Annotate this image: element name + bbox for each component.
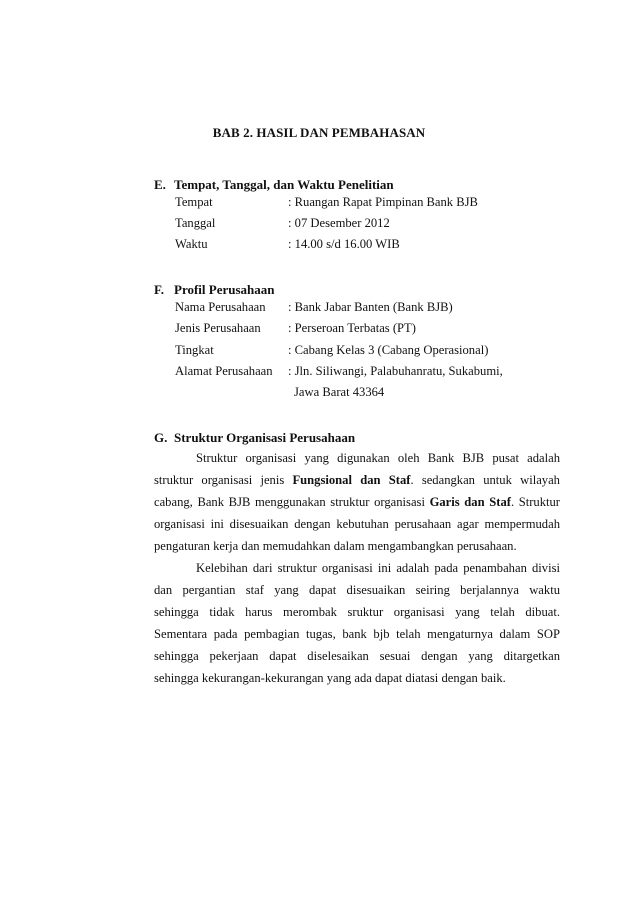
paragraph-line (154, 495, 560, 511)
info-key: Tempat (175, 195, 213, 209)
section-e-heading (154, 177, 394, 193)
info-value: : Bank Jabar Banten (Bank BJB) (288, 300, 453, 314)
paragraph-line: sehingga kekurangan-kekurangan yang ada dapat diatasi dengan baik. (154, 671, 506, 685)
info-key: Alamat Perusahaan (175, 364, 273, 378)
paragraph-line: Struktur organisasi yang digunakan oleh Bank BJB pusat adalah (196, 451, 560, 465)
paragraph-line: sehingga tidak harus merombak sruktur organisasi yang telah dibuat. (154, 605, 560, 619)
paragraph-line: Kelebihan dari struktur organisasi ini adalah pada penambahan divisi (196, 561, 560, 575)
info-key: Nama Perusahaan (175, 300, 266, 314)
section-f-letter: F. (154, 282, 164, 297)
info-key: Jenis Perusahaan (175, 321, 261, 335)
paragraph-line: sehingga pekerjaan dapat diselesaikan sesuai dengan yang ditargetkan (154, 649, 560, 663)
paragraph-line: dan pergantian staf yang dapat disesuaikan seiring berjalannya waktu (154, 583, 560, 597)
paragraph-line (154, 473, 560, 489)
section-f-title: Profil Perusahaan (174, 282, 275, 297)
paragraph-line: pengaturan kerja dan memudahkan dalam mengambangkan perusahaan. (154, 539, 517, 553)
text-run: struktur organisasi jenis (154, 473, 293, 487)
info-value: : Ruangan Rapat Pimpinan Bank BJB (288, 195, 478, 209)
text-run: . sedangkan untuk wilayah (410, 473, 560, 487)
info-key: Tanggal (175, 216, 216, 230)
info-value-continued: Jawa Barat 43364 (294, 385, 385, 399)
section-f-heading (154, 282, 275, 298)
section-g-letter: G. (154, 430, 168, 445)
info-key: Waktu (175, 237, 208, 251)
bold-term-garis-dan-staf: Garis dan Staf (429, 495, 511, 509)
section-g-heading (154, 430, 355, 446)
section-e-letter: E. (154, 177, 166, 192)
bold-term-fungsional-dan-staf: Fungsional dan Staf (292, 473, 411, 487)
section-e-title: Tempat, Tanggal, dan Waktu Penelitian (174, 177, 394, 192)
info-value: : Perseroan Terbatas (PT) (288, 321, 416, 335)
paragraph-line: organisasi ini disesuaikan dengan kebutuhan perusahaan agar mempermudah (154, 517, 560, 531)
chapter-title: BAB 2. HASIL DAN PEMBAHASAN (212, 125, 426, 140)
info-value: : Cabang Kelas 3 (Cabang Operasional) (288, 343, 489, 357)
text-run: cabang, Bank BJB menggunakan struktur organisasi (154, 495, 430, 509)
text-run: . Struktur (510, 495, 561, 509)
paragraph-line: Sementara pada pembagian tugas, bank bjb telah mengaturnya dalam SOP (154, 627, 560, 641)
section-g-title: Struktur Organisasi Perusahaan (174, 430, 356, 445)
info-key: Tingkat (175, 343, 214, 357)
info-value: : 14.00 s/d 16.00 WIB (288, 237, 400, 251)
info-value: : 07 Desember 2012 (288, 216, 390, 230)
info-value: : Jln. Siliwangi, Palabuhanratu, Sukabumi, (288, 364, 503, 378)
